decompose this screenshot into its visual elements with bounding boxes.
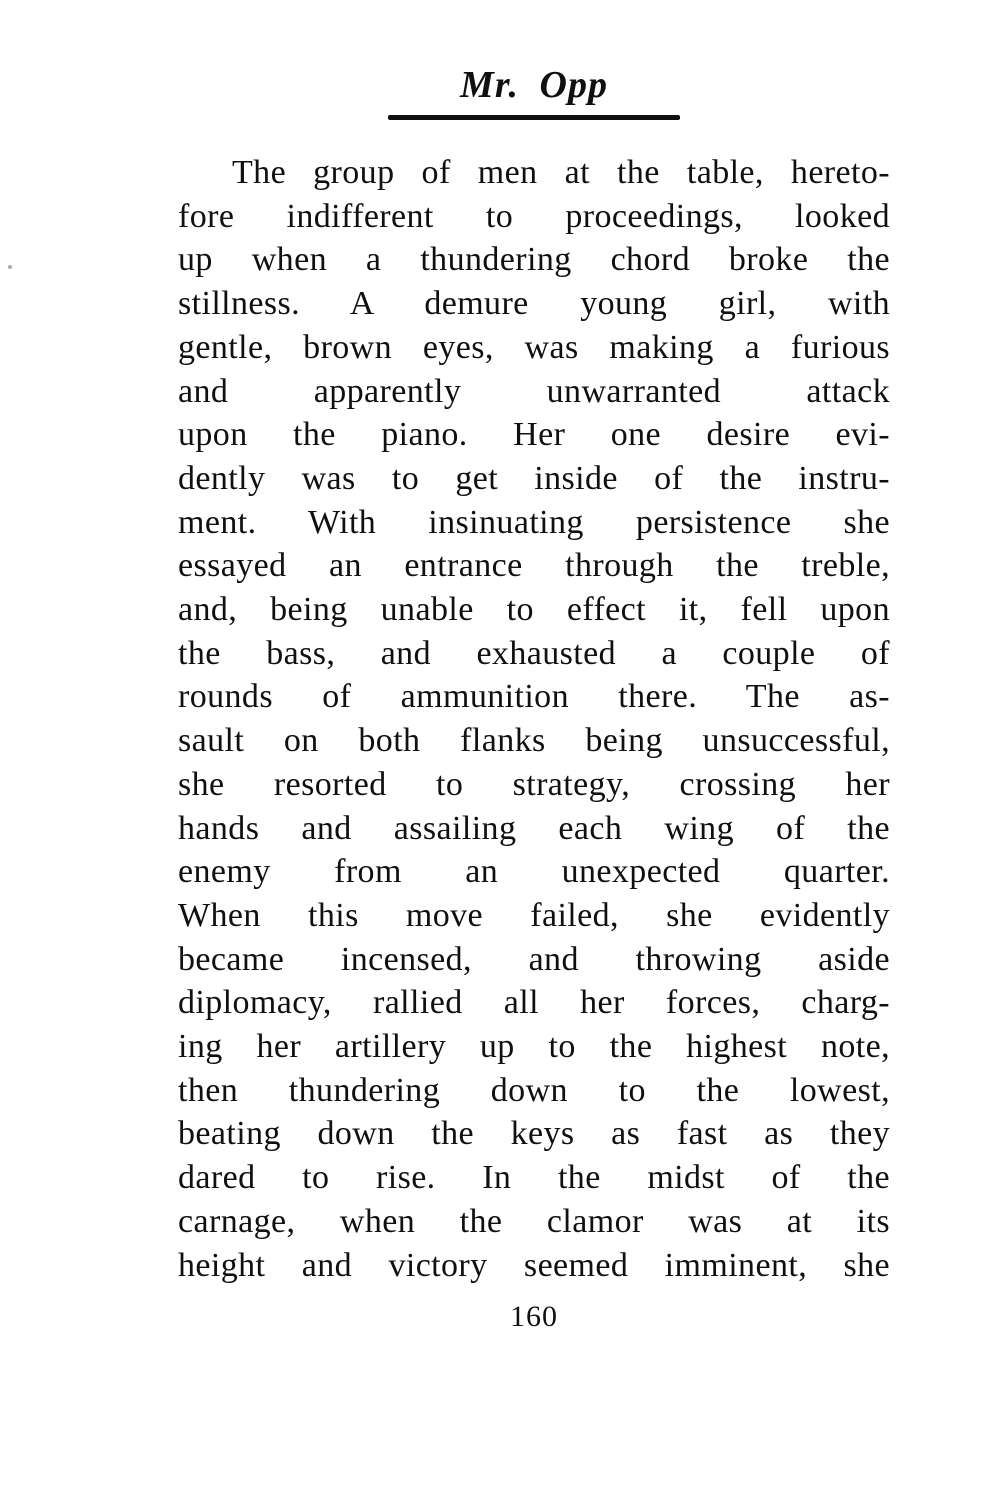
page-header bbox=[178, 60, 890, 120]
text-line: essayed an entrance through the treble, bbox=[178, 547, 890, 585]
text-line: rounds of ammunition there. The as- bbox=[178, 678, 890, 716]
text-line: carnage, when the clamor was at its bbox=[178, 1202, 890, 1240]
text-line: sault on both flanks being unsuccessful, bbox=[178, 722, 890, 760]
text-line: beating down the keys as fast as they bbox=[178, 1115, 890, 1153]
text-line: and, being unable to effect it, fell upon bbox=[178, 591, 890, 629]
text-line: hands and assailing each wing of the bbox=[178, 809, 890, 847]
text-line: height and victory seemed imminent, she bbox=[178, 1246, 890, 1284]
text-line: then thundering down to the lowest, bbox=[178, 1071, 890, 1109]
page-number: 160 bbox=[510, 1300, 558, 1333]
text-line: The group of men at the table, hereto- bbox=[232, 154, 890, 191]
running-head: Mr. Opp bbox=[460, 64, 608, 106]
text-line: stillness. A demure young girl, with bbox=[178, 285, 890, 323]
text-line: gentle, brown eyes, was making a furious bbox=[178, 328, 890, 366]
text-line: dently was to get inside of the instru- bbox=[178, 459, 890, 497]
text-line: ing her artillery up to the highest note, bbox=[178, 1028, 890, 1066]
header-rule bbox=[388, 115, 680, 120]
text-line: dared to rise. In the midst of the bbox=[178, 1159, 890, 1197]
text-line: upon the piano. Her one desire evi- bbox=[178, 416, 890, 454]
text-line: became incensed, and throwing aside bbox=[178, 940, 890, 978]
text-line: diplomacy, rallied all her forces, charg- bbox=[178, 984, 890, 1022]
text-line: she resorted to strategy, crossing her bbox=[178, 765, 890, 803]
body-text bbox=[178, 151, 890, 1287]
scan-speck bbox=[8, 265, 12, 269]
text-line: and apparently unwarranted attack bbox=[178, 372, 890, 410]
text-line: fore indifferent to proceedings, looked bbox=[178, 197, 890, 235]
text-line: enemy from an unexpected quarter. bbox=[178, 853, 890, 891]
text-line: the bass, and exhausted a couple of bbox=[178, 634, 890, 672]
text-line: up when a thundering chord broke the bbox=[178, 241, 890, 279]
text-line: When this move failed, she evidently bbox=[178, 896, 890, 934]
text-line: ment. With insinuating persistence she bbox=[178, 503, 890, 541]
